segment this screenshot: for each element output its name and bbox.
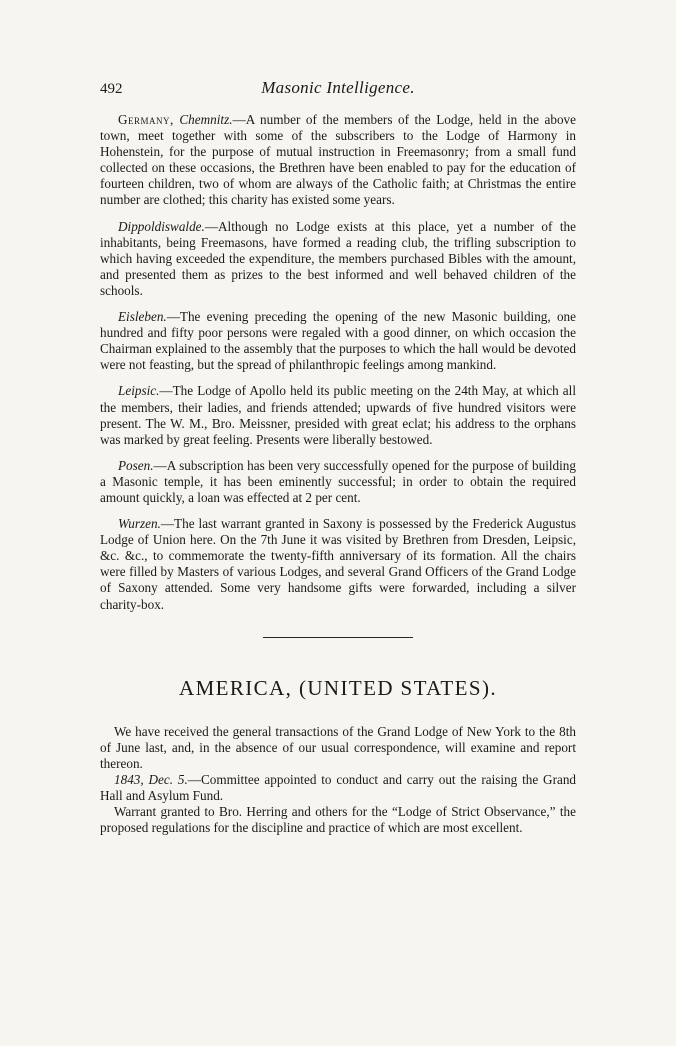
entry-warrant [100,804,576,836]
section-heading-america: AMERICA, (UNITED STATES). [179,675,497,700]
paragraph-dippoldiswalde [100,219,576,299]
paragraph-text: —The Lodge of Apollo held its public meeting on the 24th May, at which all the members, their ladies, and friends attended; upwards of five hundred visitors were present. The W. M., Bro. Meissner, presided with great eclat; his address to the orphans was marked by great feeling. Presents were liberally bestowed. [100,383,576,447]
place-name: Leipsic. [118,383,160,399]
paragraph-text: —The evening preceding the opening of the new Masonic building, one hundred and fifty poor persons were regaled with a good dinner, on which occasion the Chairman explained to the assembly that the purposes to which the hall would be devoted were not feasting, but the spread of philanthropic feelings among mankind. [100,309,576,373]
entry-text: We have received the general transactions of the Grand Lodge of New York to the 8th of June last, and, in the absence of our usual correspondence, will examine and report thereon. [100,723,576,771]
paragraph-leipsic [100,383,576,447]
entry-date: 1843, Dec. 5. [114,772,188,787]
paragraph-germany-chemnitz [100,112,576,209]
place-name: Chemnitz. [179,112,233,127]
paragraph-eisleben [100,309,576,373]
page-number: 492 [100,81,123,97]
paragraph-text: —Although no Lodge exists at this place, yet a number of the inhabitants, being Freemasons, have formed a reading club, the trifling subscription to which having exceeded the expenditure, the members purchased Bibles with the amount, and presented them as prizes to the best informed and well behaved children of the schools. [100,218,576,298]
place-name: Wurzen. [118,516,161,532]
paragraph-text: —The last warrant granted in Saxony is possessed by the Frederick Augustus Lodge of Union here. On the 7th June it was visited by Brethren from Dresden, Leipsic, &c. &c., to commemorate the twenty-fifth anniversary of its formation. All the chairs were filled by Masters of various Lodges, and several Grand Officers of the Grand Lodge of Saxony attended. Some very handsome gifts were forwarded, including a silver charity-box. [100,516,576,612]
paragraph-posen [100,458,576,506]
entry-new-york [100,724,576,772]
section-divider [263,637,413,638]
place-name: Eisleben. [118,309,167,325]
running-title: Masonic Intelligence. [261,78,415,97]
place-name: Posen. [118,457,154,473]
paragraph-text: —A subscription has been very successfully opened for the purpose of building a Masonic temple, it has been eminently successful; in order to obtain the required amount quickly, a loan was effected at 2 per cent. [100,457,576,505]
paragraph-text: —A number of the members of the Lodge, held in the above town, meet together with some of the subscribers to the Lodge of Harmony in Hohenstein, for the purpose of mutual instruction in Freemasonry; from a small fund collected on these occasions, the Brethren have been enabled to pay for the education of fourteen children, two of whom are always of the Catholic faith; at Christmas the entire number are clothed; this charity has existed some years. [100,112,576,208]
page [100,80,576,836]
place-name: Dippoldiswalde. [118,218,205,234]
paragraph-wurzen [100,516,576,613]
entry-text: Warrant granted to Bro. Herring and others for the “Lodge of Strict Observance,” the proposed regulations for the discipline and practice of which are most excellent. [100,804,576,836]
entry-text: —Committee appointed to conduct and carry out the raising the Grand Hall and Asylum Fund. [100,772,577,804]
entry-committee [100,772,576,804]
country-label: Germany, [118,112,174,127]
running-head [100,80,576,102]
